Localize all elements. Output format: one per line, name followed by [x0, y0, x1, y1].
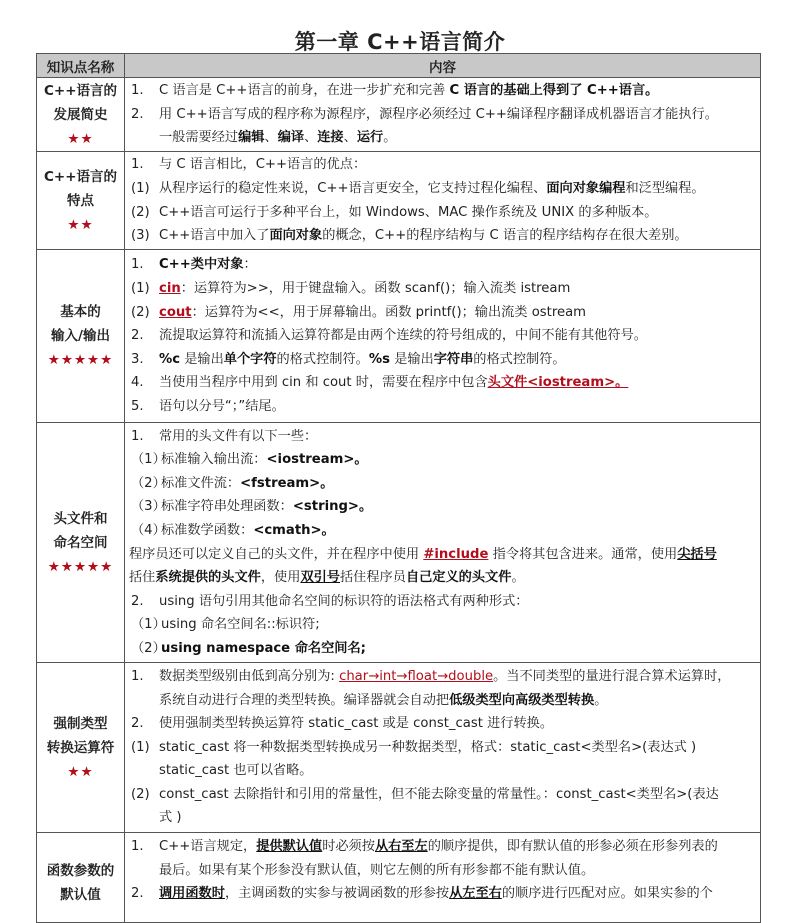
bold-text: 编译	[277, 130, 305, 146]
bold-text: <cmath>。	[253, 522, 335, 538]
topic-name-line: C++语言的	[43, 82, 118, 99]
content-line	[129, 395, 754, 419]
content-line	[129, 103, 754, 127]
highlight-keyword: 头文件<iostream>。	[487, 375, 629, 391]
importance-stars: ★★	[67, 216, 94, 233]
line-number: 2.	[131, 328, 144, 344]
topic-content-cell	[125, 78, 761, 152]
bold-text: 自己定义的头文件	[405, 570, 512, 586]
content-line	[129, 201, 754, 225]
bold-text: 字符串	[433, 351, 474, 367]
line-number: 1.	[131, 157, 144, 173]
table-header-row	[37, 54, 761, 78]
bold-text: 从右至左	[374, 839, 428, 854]
highlight-keyword: cout	[159, 304, 192, 320]
line-text: 是输出	[180, 351, 224, 367]
line-text: ：运算符为<<，用于屏幕输出。函数 printf()；输出流类 ostream	[191, 304, 587, 320]
content-line	[129, 859, 754, 883]
line-text: 数据类型级别由低到高分别为:	[159, 668, 340, 684]
line-text: static_cast 也可以省略。	[159, 763, 313, 779]
line-number: （3）	[131, 499, 166, 515]
topic-name-cell	[37, 833, 125, 923]
line-text: const_cast 去除指针和引用的常量性，但不能去除变量的常量性。：const_cast<类型名>(表达	[159, 786, 719, 802]
topic-content-cell	[125, 423, 761, 663]
page-title: 第一章 C++语言简介	[294, 30, 506, 54]
table-row	[37, 250, 761, 423]
line-number: (2)	[131, 786, 150, 802]
line-number: （2）	[131, 475, 166, 491]
topic-name-line: 转换运算符	[46, 739, 115, 756]
bold-text: 从左至右	[449, 886, 502, 902]
line-text: 是输出	[389, 351, 434, 367]
line-number: 1.	[131, 83, 144, 99]
line-text: 流提取运算符和流插入运算符都是由两个连续的符号组成的，中间不能有其他符号。	[159, 328, 647, 344]
line-text: 从程序运行的稳定性来说，C++语言更安全，它支持过程化编程、	[159, 180, 547, 196]
line-text: 时必须按	[322, 839, 375, 854]
line-text: C++语言可运行于多种平台上，如 Windows、MAC 操作系统及 UNIX 的多种版本。	[159, 204, 658, 220]
bold-text: 单个字符	[223, 351, 277, 367]
content-line	[129, 425, 754, 449]
line-text: 。	[594, 692, 608, 708]
line-number: (1)	[131, 739, 150, 755]
content-line	[129, 665, 754, 689]
content-line	[129, 301, 754, 325]
table-row	[37, 152, 761, 250]
topic-name-cell	[37, 78, 125, 152]
line-text: using 语句引用其他命名空间的标识符的语法格式有两种形式：	[159, 593, 529, 609]
line-number: 1.	[131, 428, 144, 444]
line-number: 1.	[131, 668, 144, 684]
content-line	[129, 79, 754, 103]
bold-text: C++类中对象	[159, 257, 244, 273]
line-number: 2.	[131, 593, 144, 609]
content-line	[129, 882, 754, 906]
line-text: ：	[243, 257, 257, 273]
content-line	[129, 277, 754, 301]
content-line	[129, 689, 754, 713]
line-text: 用 C++语言写成的程序称为源程序，源程序必须经过 C++编译程序翻译成机器语言才能执行。	[159, 106, 718, 122]
topic-content-cell	[125, 152, 761, 250]
topic-name-line: 输入/输出	[51, 328, 110, 344]
line-number: (2)	[131, 304, 150, 320]
line-text: ，主调函数的实参与被调函数的形参按	[224, 886, 450, 902]
content-line	[129, 712, 754, 736]
line-text: 括住	[129, 570, 156, 586]
line-text: 括住程序员	[340, 570, 406, 586]
topic-name-line: 头文件和	[53, 510, 108, 527]
line-text: 、	[343, 130, 357, 146]
line-text: static_cast 将一种数据类型转换成另一种数据类型，格式：static_cast<类型名>(表达式 )	[159, 739, 697, 755]
topic-name-line: 默认值	[60, 887, 101, 903]
topic-name-cell	[37, 152, 125, 250]
bold-text: <string>。	[292, 499, 373, 515]
line-number: 3.	[131, 351, 144, 367]
importance-stars: ★★★★★	[47, 558, 114, 575]
line-number: (1)	[131, 180, 150, 196]
topic-name-cell	[37, 250, 125, 423]
line-number: 1.	[131, 257, 144, 273]
table-row	[37, 833, 761, 923]
bold-text: 连接	[317, 130, 344, 146]
line-text: 标准输入输出流：	[161, 452, 267, 468]
topic-name-cell	[37, 663, 125, 833]
line-text: 最后。如果有某个形参没有默认值，则它左侧的所有形参都不能有默认值。	[159, 862, 595, 878]
line-number: （4）	[131, 522, 166, 538]
line-text: 的概念，C++的程序结构与 C 语言的程序结构存在很大差别。	[322, 228, 688, 244]
line-number: （2）	[131, 640, 166, 656]
topic-content-cell	[125, 833, 761, 923]
importance-stars: ★★	[67, 763, 94, 780]
line-text: 标准数学函数：	[161, 522, 254, 538]
line-text: 当使用当程序中用到 cin 和 cout 时，需要在程序中包含	[159, 375, 488, 391]
highlight-keyword: cin	[159, 281, 181, 297]
line-text: 、	[304, 130, 318, 146]
bold-text: %s	[368, 351, 390, 367]
content-line	[129, 153, 754, 177]
content-line	[129, 519, 754, 543]
content-line	[129, 543, 754, 567]
bold-text: C 语言的基础上得到了 C++语言。	[449, 83, 659, 99]
table-row	[37, 663, 761, 833]
line-text: ，使用	[260, 570, 301, 586]
line-text: 。	[511, 570, 525, 586]
bold-text: 提供默认值	[256, 839, 323, 854]
table-row	[37, 78, 761, 152]
topic-name-line: 函数参数的	[46, 863, 115, 879]
line-text: 指令将其包含进来。通常，使用	[488, 546, 678, 562]
content-line	[129, 566, 754, 590]
line-number: (3)	[131, 228, 150, 244]
importance-stars: ★★	[67, 130, 94, 147]
line-text: 一般需要经过	[159, 130, 239, 146]
line-text: using 命名空间名::标识符;	[161, 617, 320, 633]
content-line	[129, 835, 754, 859]
line-text: 语句以分号“；”结尾。	[159, 398, 285, 414]
line-text: 标准文件流：	[161, 475, 241, 491]
content-line	[129, 224, 754, 248]
line-text: 常用的头文件有以下一些：	[159, 428, 318, 444]
topic-content-cell	[125, 250, 761, 423]
table-row	[37, 423, 761, 663]
content-line	[129, 637, 754, 661]
line-text: 和泛型编程。	[625, 180, 705, 196]
line-text: 。	[383, 130, 397, 146]
bold-text: %c	[159, 351, 181, 367]
importance-stars: ★★★★★	[47, 352, 114, 368]
line-number: 1.	[131, 839, 144, 854]
bold-text: 编辑	[238, 130, 265, 146]
line-text: 、	[264, 130, 278, 146]
line-text: 的格式控制符。	[276, 351, 369, 367]
highlight-keyword: #include	[423, 546, 489, 562]
content-line	[129, 495, 754, 519]
line-text: 标准字符串处理函数：	[161, 499, 293, 515]
content-line	[129, 177, 754, 201]
line-number: 5.	[131, 398, 144, 414]
highlight-keyword: char→int→float→double	[339, 668, 494, 684]
bold-text: using namespace 命名空间名;	[161, 640, 366, 656]
header-content: 内容	[125, 54, 761, 78]
bold-text: 面向对象	[269, 228, 323, 244]
content-line	[129, 759, 754, 783]
topic-name-line: 基本的	[60, 304, 101, 320]
line-text: 系统自动进行合理的类型转换。编译器就会自动把	[159, 692, 450, 708]
line-text: C++语言中加入了	[159, 228, 270, 244]
bold-text: 系统提供的头文件	[155, 570, 261, 586]
line-text: 。当不同类型的量进行混合算术运算时，	[493, 668, 731, 684]
line-text: 的格式控制符。	[473, 351, 566, 367]
header-knowledge-point: 知识点名称	[37, 54, 125, 78]
line-number: 2.	[131, 106, 144, 122]
line-text: 使用强制类型转换运算符 static_cast 或是 const_cast 进行转换。	[159, 716, 554, 732]
bold-text: <fstream>。	[240, 475, 334, 491]
bold-text: 尖括号	[677, 546, 717, 562]
topic-name-line: 特点	[67, 192, 94, 209]
line-number: 2.	[131, 886, 144, 902]
content-line	[129, 613, 754, 637]
line-number: （1）	[131, 617, 166, 633]
topic-name-line: 发展简史	[53, 106, 108, 123]
line-text: 式 )	[159, 810, 182, 826]
content-line	[129, 736, 754, 760]
content-line	[129, 472, 754, 496]
content-line	[129, 324, 754, 348]
content-line	[129, 806, 754, 830]
content-line	[129, 348, 754, 372]
topic-name-line: 命名空间	[53, 534, 108, 551]
content-line	[129, 448, 754, 472]
line-number: 2.	[131, 716, 144, 732]
bold-text: 运行	[356, 130, 384, 146]
line-text: ：运算符为>>，用于键盘输入。函数 scanf()；输入流类 istream	[180, 281, 571, 297]
bold-text: 调用函数时	[159, 886, 225, 902]
content-line	[129, 590, 754, 614]
topic-name-cell	[37, 423, 125, 663]
bold-text: <iostream>。	[266, 452, 368, 468]
content-line	[129, 783, 754, 807]
topic-name-line: C++语言的	[43, 168, 118, 185]
topic-name-line: 强制类型	[53, 715, 108, 732]
bold-text: 低级类型向高级类型转换	[449, 692, 595, 708]
knowledge-table	[36, 53, 761, 923]
content-line	[129, 371, 754, 395]
content-line	[129, 253, 754, 277]
line-text: C++语言规定，	[159, 839, 257, 854]
bold-text: 面向对象编程	[546, 180, 626, 196]
line-number: （1）	[131, 452, 166, 468]
line-text: 的顺序进行匹配对应。如果实参的个	[501, 886, 713, 902]
line-text: 与 C 语言相比，C++语言的优点：	[159, 157, 367, 173]
line-number: (2)	[131, 204, 150, 220]
line-text: C 语言是 C++语言的前身，在进一步扩充和完善	[159, 83, 450, 99]
line-text: 程序员还可以定义自己的头文件，并在程序中使用	[129, 546, 424, 562]
line-text: 的顺序提供，即有默认值的形参必须在形参列表的	[427, 839, 718, 854]
line-number: 4.	[131, 375, 144, 391]
bold-text: 双引号	[300, 570, 340, 586]
content-line	[129, 126, 754, 150]
topic-content-cell	[125, 663, 761, 833]
line-number: (1)	[131, 281, 150, 297]
